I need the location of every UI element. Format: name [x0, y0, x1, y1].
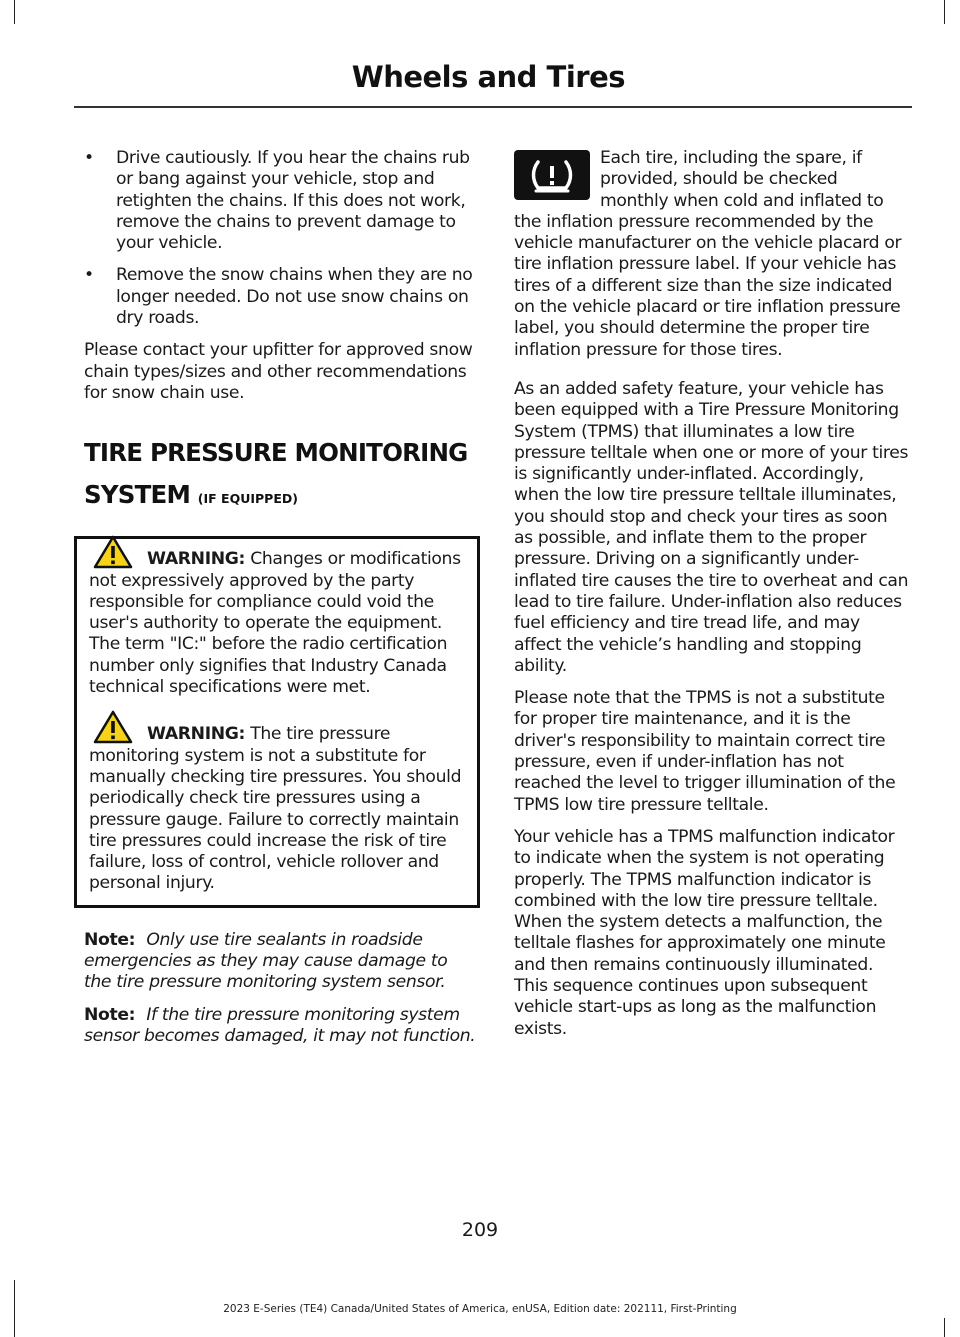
crop-mark-top-left: [14, 0, 15, 24]
section-heading-suffix: (IF EQUIPPED): [197, 491, 298, 507]
paragraph: As an added safety feature, your vehicle has been equipped with a Tire Pressure Monitoring System (TPMS) that illuminates a low tire pressure telltale when one or more of your tires is significantly under-inflated. Accordingly, when the low tire pressure telltale illuminates, you should stop and check your tires as soon as possible, and inflate them to the proper pressure. Driving on a significantly under-inflated tire causes the tire to overheat and can lead to tire failure. Under-inflation also reduces fuel efficiency and tire tread life, and may affect the vehicle’s handling and stopping ability.: [514, 378, 909, 676]
note-text: If the tire pressure monitoring system sensor becomes damaged, it may not function.: [84, 1004, 476, 1046]
section-heading-text: TIRE PRESSURE MONITORING SYSTEM: [84, 438, 468, 510]
bullet-glyph: •: [84, 148, 94, 168]
tpms-paragraph: [514, 148, 910, 361]
tpms-paragraph-text: Each tire, including the spare, if provided, should be checked monthly when cold and inflated to the inflation pressure recommended by the vehicle manufacturer on the vehicle placard or tire inflation pressure label. If your vehicle has tires of a different size than the size indicated on the vehicle placard or tire inflation pressure label, you should determine the proper tire inflation pressure for those tires.: [514, 148, 902, 360]
warning-text: Changes or modifications not expressively approved by the party responsible for compliance could void the user's authority to operate the equipment. The term "IC:" before the radio certification number only signifies that Industry Canada technical specifications were met.: [89, 549, 461, 698]
list-item: [84, 265, 476, 329]
bullet-text: Drive cautiously. If you hear the chains rub or bang against your vehicle, stop and retighten the chains. If this does not work, remove the chains to prevent damage to your vehicle.: [116, 148, 470, 254]
bullet-text: Remove the snow chains when they are no longer needed. Do not use snow chains on dry roads.: [116, 265, 473, 329]
page-number: 209: [461, 1219, 499, 1241]
warning-triangle-icon: [93, 535, 133, 569]
paragraph: Your vehicle has a TPMS malfunction indicator to indicate when the system is not operating properly. The TPMS malfunction indicator is combined with the low tire pressure telltale. When the system detects a malfunction, the telltale flashes for approximately one minute and then remains continuously illuminated. This sequence continues upon subsequent vehicle start-ups as long as the malfunction exists.: [514, 826, 895, 1039]
warning-box: [74, 536, 480, 907]
note: [84, 1005, 476, 1048]
warning-block: [89, 549, 469, 698]
crop-mark-top-right: [944, 0, 945, 24]
left-column: [84, 148, 476, 1058]
warning-label: WARNING:: [147, 724, 246, 745]
warning-label: WARNING:: [147, 549, 246, 570]
warning-block: [89, 724, 469, 894]
paragraph: Please note that the TPMS is not a substitute for proper tire maintenance, and it is the driver's responsibility to maintain correct tire pressure, even if under-inflation has not reached the level to trigger illumination of the TPMS low tire pressure telltale.: [514, 688, 896, 815]
note-label: Note:: [84, 1004, 136, 1025]
warning-triangle-icon: [93, 710, 133, 744]
list-item: [84, 148, 476, 254]
bullet-glyph: •: [84, 265, 94, 286]
note-text: Only use tire sealants in roadside emergencies as they may cause damage to the tire pressure monitoring system sensor.: [84, 929, 448, 993]
tire-pressure-warning-icon: [514, 150, 590, 200]
header-divider: [74, 106, 912, 108]
page-title: Wheels and Tires: [351, 60, 625, 94]
right-column: [514, 148, 910, 1051]
note-label: Note:: [84, 929, 136, 950]
contact-paragraph: Please contact your upfitter for approved snow chain types/sizes and other recommendations for snow chain use.: [84, 340, 473, 403]
footer-text: 2023 E-Series (TE4) Canada/United States of America, enUSA, Edition date: 202111, First-Printing: [223, 1303, 737, 1315]
section-heading: [84, 432, 476, 520]
crop-mark-bottom-right: [944, 1318, 945, 1337]
note: [84, 930, 476, 994]
warning-text: The tire pressure monitoring system is not a substitute for manually checking tire pressures. You should periodically check tire pressures using a pressure gauge. Failure to correctly maintain tire pressures could increase the risk of tire failure, loss of control, vehicle rollover and personal injury.: [89, 724, 462, 894]
